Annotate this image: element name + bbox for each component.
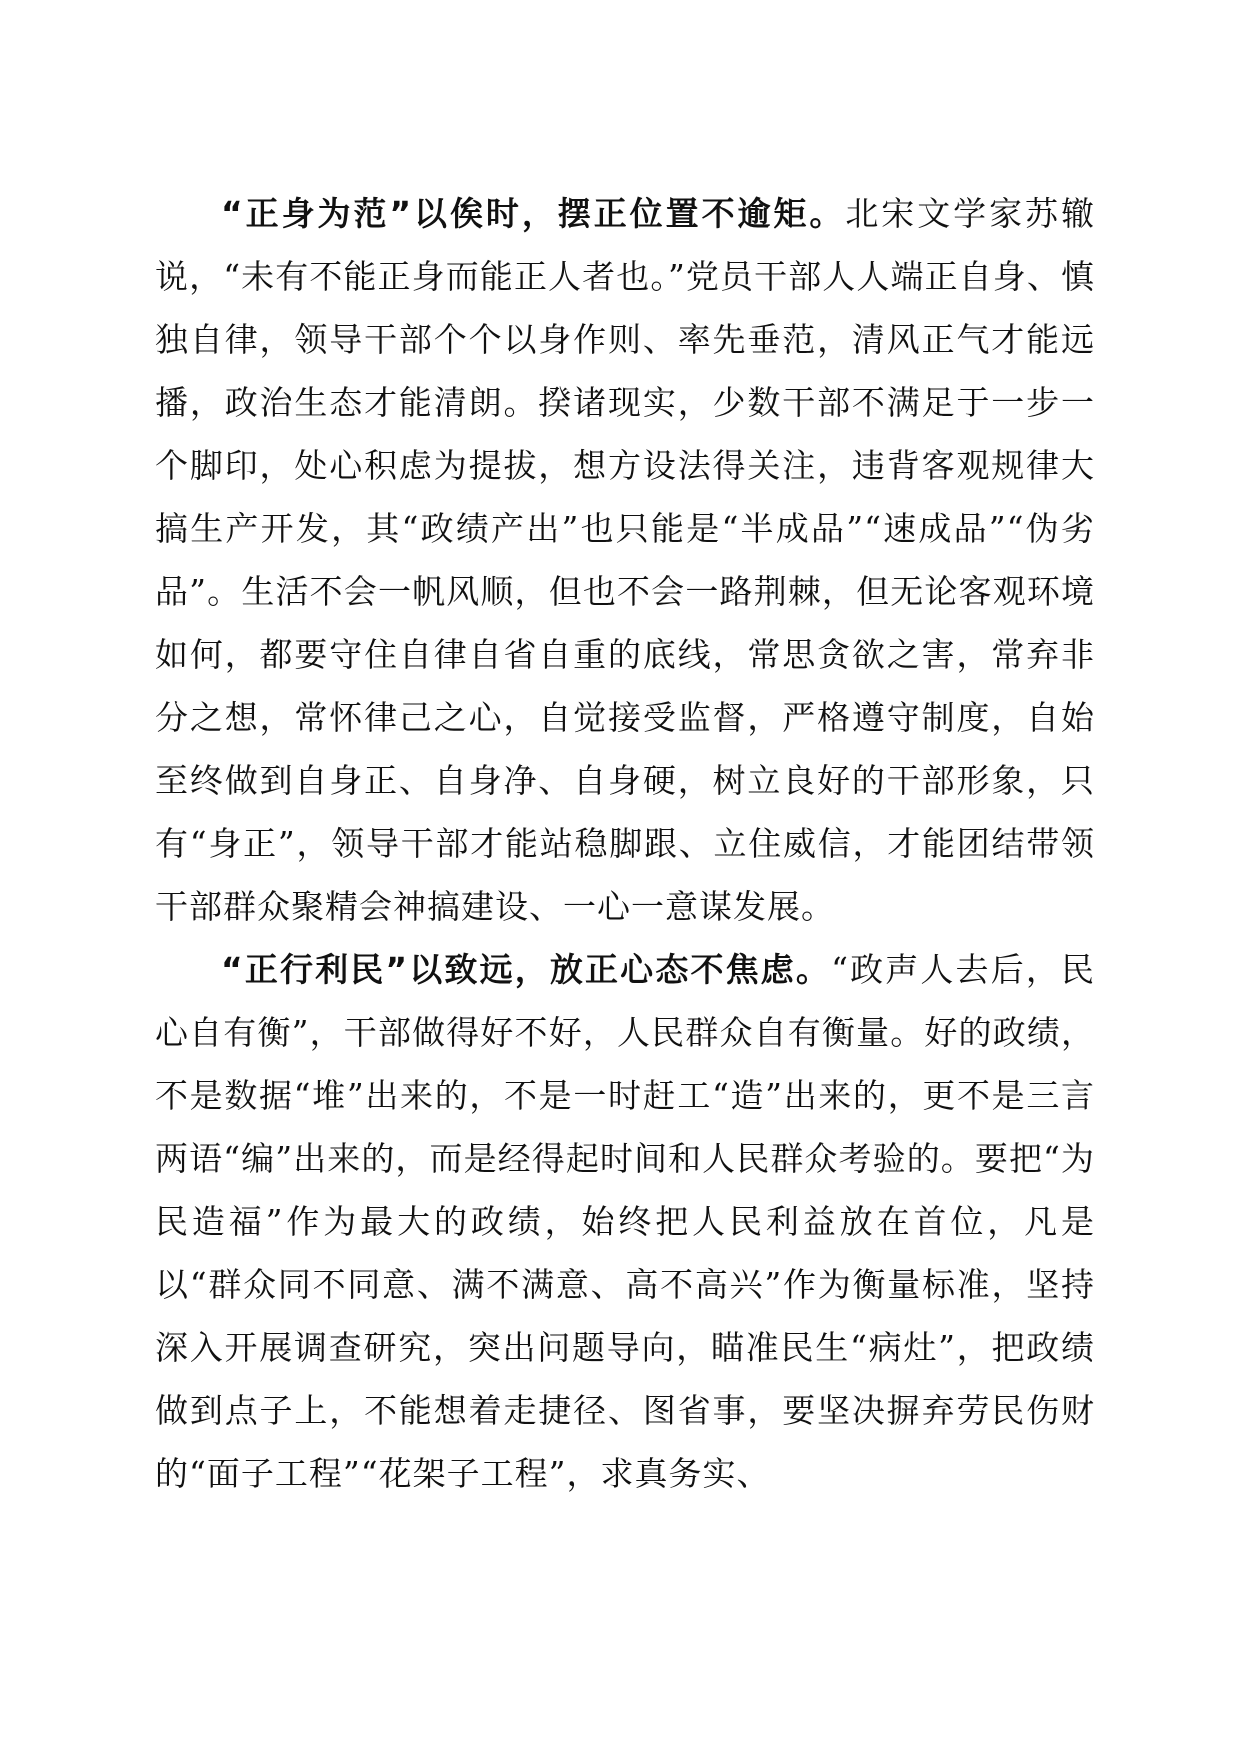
- paragraph-2-heading: “正行利民”以致远，放正心态不焦虑。: [221, 950, 832, 989]
- paragraph-1-heading: “正身为范”以俟时，摆正位置不逾矩。: [221, 194, 846, 233]
- paragraph-1: [155, 182, 1095, 938]
- paragraph-2: [155, 938, 1095, 1505]
- paragraph-2-text: “政声人去后，民心自有衡”，干部做得好不好，人民群众自有衡量。好的政绩，不是数据“堆”出来的，不是一时赶工“造”出来的，更不是三言两语“编”出来的，而是经得起时间和人民群众考验的。要把“为民造福”作为最大的政绩，始终把人民利益放在首位，凡是以“群众同不同意、满不满意、高不高兴”作为衡量标准，坚持深入开展调查研究，突出问题导向，瞄准民生“病灶”，把政绩做到点子上，不能想着走捷径、图省事，要坚决摒弃劳民伤财的“面子工程”“花架子工程”，求真务实、: [155, 950, 1095, 1493]
- document-body: [155, 182, 1095, 1505]
- paragraph-1-text: 北宋文学家苏辙说，“未有不能正身而能正人者也。”党员干部人人端正自身、慎独自律，领导干部个个以身作则、率先垂范，清风正气才能远播，政治生态才能清朗。揆诸现实，少数干部不满足于一步一个脚印，处心积虑为提拔，想方设法得关注，违背客观规律大搞生产开发，其“政绩产出”也只能是“半成品”“速成品”“伪劣品”。生活不会一帆风顺，但也不会一路荆棘，但无论客观环境如何，都要守住自律自省自重的底线，常思贪欲之害，常弃非分之想，常怀律己之心，自觉接受监督，严格遵守制度，自始至终做到自身正、自身净、自身硬，树立良好的干部形象，只有“身正”，领导干部才能站稳脚跟、立住威信，才能团结带领干部群众聚精会神搞建设、一心一意谋发展。: [155, 194, 1095, 926]
